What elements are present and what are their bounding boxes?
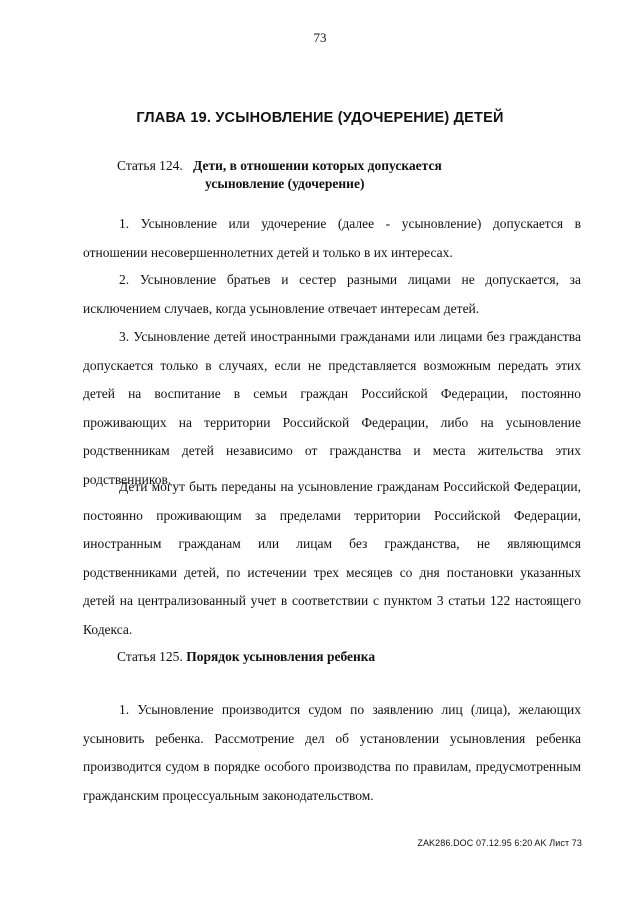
page-number: 73 — [313, 30, 327, 45]
article-125-paragraph-1: 1. Усыновление производится судом по заявлению лиц (лица), желающих усыновить ребенка. Рассмотрение дел об установлении усыновления ребенка производится судом в порядке особого производства по правилам, предусмотренным гражданским процессуальным законодательством. — [83, 702, 581, 803]
article-125-label: Статья 125. — [117, 649, 183, 664]
article-125-title: Порядок усыновления ребенка — [186, 649, 376, 664]
document-footer: ZAK286.DOC 07.12.95 6:20 AK Лист 73 — [417, 838, 582, 848]
article-124-paragraph-2: 2. Усыновление братьев и сестер разными лицами не допускается, за исключением случаев, когда усыновление отвечает интересам детей. — [83, 272, 581, 316]
article-124-paragraph-3: 3. Усыновление детей иностранными гражданами или лицами без гражданства допускается только в случаях, если не представляется возможным передать этих детей на воспитание в семьи граждан Российской Федерации, постоянно проживающих на территории Российской Федерации, либо на усыновление родственникам детей независимо от гражданства и места жительства этих родственников. — [83, 329, 581, 487]
article-124-title-line1: Дети, в отношении которых допускается — [193, 158, 442, 173]
article-124-heading — [117, 157, 442, 191]
chapter-title: ГЛАВА 19. УСЫНОВЛЕНИЕ (УДОЧЕРЕНИЕ) ДЕТЕЙ — [136, 110, 504, 126]
article-124-title-line2: усыновление (удочерение) — [205, 176, 365, 191]
article-124-title — [193, 157, 493, 193]
article-124-paragraph-4: Дети могут быть переданы на усыновление гражданам Российской Федерации, постоянно проживающим за пределами территории Российской Федерации, иностранным гражданам или лицам без гражданства, не являющимся родственниками детей, по истечении трех месяцев со дня постановки указанных детей на централизованный учет в соответствии с пунктом 3 статьи 122 настоящего Кодекса. — [83, 479, 581, 637]
article-125-heading — [117, 648, 375, 666]
article-124-label: Статья 124. — [117, 158, 183, 173]
article-124-paragraph-1: 1. Усыновление или удочерение (далее - усыновление) допускается в отношении несовершеннолетних детей и только в их интересах. — [83, 216, 581, 260]
